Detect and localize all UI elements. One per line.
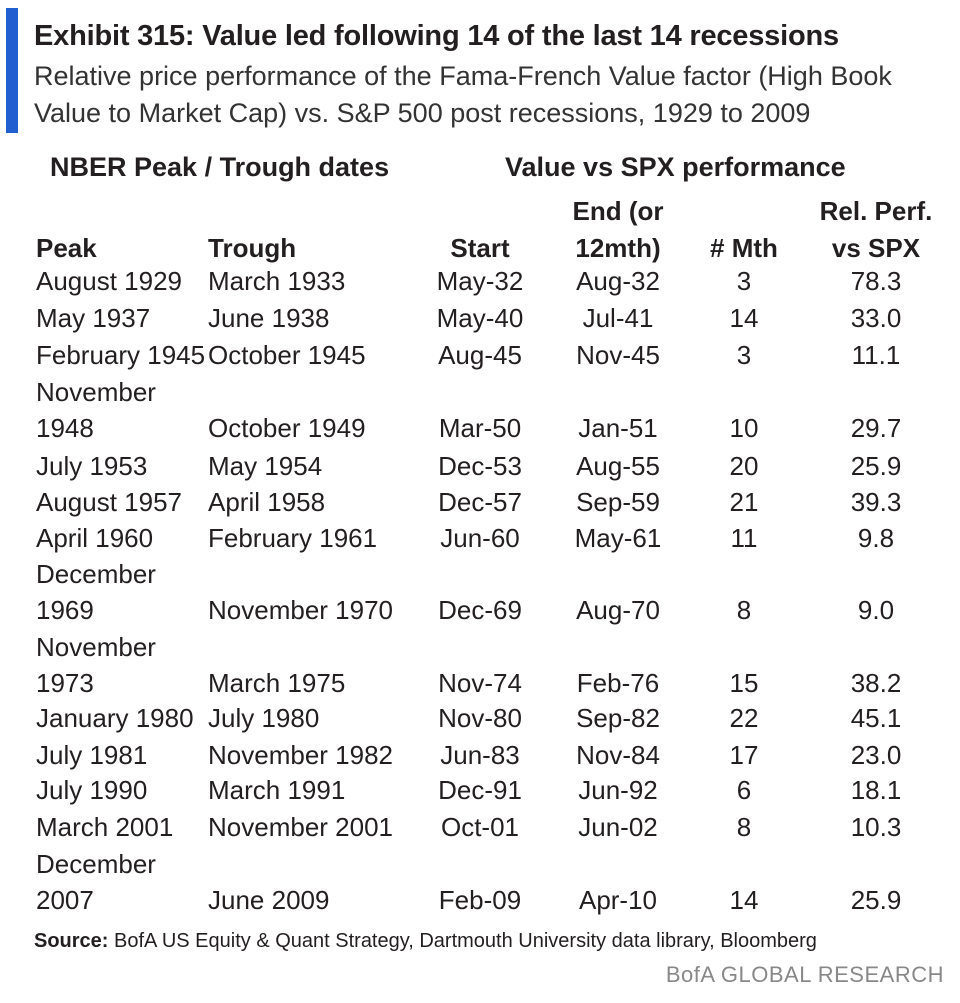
cell-end: May-61 — [574, 523, 662, 553]
cell-peak-line1: December — [36, 559, 156, 589]
cell-peak: March 2001 — [36, 812, 174, 842]
cell-months: 22 — [729, 703, 759, 733]
cell-months: 3 — [736, 266, 752, 296]
cell-start: Dec-53 — [438, 451, 522, 481]
cell-peak: August 1957 — [36, 487, 183, 517]
cell-months: 8 — [736, 812, 752, 842]
cell-start: May-40 — [436, 303, 524, 333]
col-header-start: Start — [450, 233, 510, 263]
cell-months: 17 — [729, 740, 759, 770]
cell-end: Jun-92 — [578, 775, 658, 805]
cell-perf: 18.1 — [850, 775, 902, 805]
cell-start: Jun-83 — [440, 740, 520, 770]
cell-end: Aug-55 — [576, 451, 660, 481]
cell-start: Jun-60 — [440, 523, 520, 553]
group-header-value: Value vs SPX performance — [505, 152, 846, 182]
cell-months: 8 — [736, 595, 752, 625]
cell-end: Sep-82 — [576, 703, 660, 733]
col-header-trough: Trough — [208, 233, 297, 263]
cell-start: Dec-69 — [438, 595, 522, 625]
cell-peak: August 1929 — [36, 266, 183, 296]
cell-peak: 1969 — [36, 595, 94, 625]
cell-peak: July 1990 — [36, 775, 148, 805]
source-note — [34, 930, 817, 953]
cell-peak-line1: November — [36, 377, 156, 407]
cell-months: 11 — [730, 523, 758, 553]
cell-start: Oct-01 — [440, 812, 520, 842]
cell-trough: July 1980 — [208, 703, 320, 733]
cell-peak: January 1980 — [36, 703, 194, 733]
cell-peak: 1948 — [36, 413, 94, 443]
cell-trough: October 1949 — [208, 413, 366, 443]
cell-trough: March 1991 — [208, 775, 346, 805]
cell-months: 10 — [729, 413, 759, 443]
cell-end: Apr-10 — [578, 885, 658, 915]
group-header-nber: NBER Peak / Trough dates — [50, 152, 390, 182]
cell-trough: March 1933 — [208, 266, 346, 296]
cell-peak: 1973 — [36, 668, 94, 698]
cell-end: Jul-41 — [582, 303, 654, 333]
cell-end: Nov-84 — [576, 740, 660, 770]
cell-months: 6 — [736, 775, 752, 805]
cell-months: 14 — [729, 303, 759, 333]
cell-trough: November 1970 — [208, 595, 393, 625]
cell-peak: April 1960 — [36, 523, 154, 553]
source-text: BofA US Equity & Quant Strategy, Dartmouth University data library, Bloomberg — [108, 930, 817, 952]
cell-start: Nov-80 — [438, 703, 522, 733]
cell-trough: November 2001 — [208, 812, 393, 842]
cell-perf: 33.0 — [850, 303, 902, 333]
cell-perf: 23.0 — [850, 740, 902, 770]
cell-trough: November 1982 — [208, 740, 393, 770]
cell-end: Sep-59 — [576, 487, 660, 517]
cell-perf: 11.1 — [851, 340, 901, 370]
cell-perf: 78.3 — [850, 266, 902, 296]
cell-months: 14 — [729, 885, 759, 915]
cell-peak: July 1953 — [36, 451, 148, 481]
cell-perf: 25.9 — [850, 451, 902, 481]
col-header-perf-line2: vs SPX — [831, 233, 921, 263]
cell-trough: October 1945 — [208, 340, 366, 370]
cell-months: 3 — [736, 340, 752, 370]
cell-trough: February 1961 — [208, 523, 378, 553]
cell-trough: June 2009 — [208, 885, 330, 915]
exhibit-subtitle: Relative price performance of the Fama-French Value factor (High Book Value to Market Cap) vs. S&P 500 post recessions, 1929 to 2009 — [34, 61, 892, 128]
cell-start: Dec-91 — [438, 775, 522, 805]
cell-peak: May 1937 — [36, 303, 151, 333]
cell-peak-line1: December — [36, 849, 156, 879]
cell-end: Aug-70 — [576, 595, 660, 625]
cell-start: Feb-09 — [438, 885, 522, 915]
cell-end: Feb-76 — [576, 668, 660, 698]
cell-trough: June 1938 — [208, 303, 330, 333]
cell-peak-line1: November — [36, 632, 156, 662]
cell-start: Mar-50 — [438, 413, 522, 443]
cell-perf: 39.3 — [850, 487, 902, 517]
col-header-perf-line1: Rel. Perf. — [819, 196, 933, 226]
exhibit-title: Exhibit 315: Value led following 14 of the last 14 recessions — [34, 20, 839, 52]
cell-months: 21 — [729, 487, 759, 517]
cell-trough: April 1958 — [208, 487, 326, 517]
source-label: Source: — [34, 930, 109, 952]
cell-months: 20 — [729, 451, 759, 481]
cell-start: Dec-57 — [438, 487, 522, 517]
cell-start: May-32 — [436, 266, 524, 296]
cell-months: 15 — [729, 668, 759, 698]
cell-peak: 2007 — [36, 885, 94, 915]
cell-perf: 9.8 — [857, 523, 895, 553]
cell-end: Jan-51 — [578, 413, 658, 443]
cell-start: Aug-45 — [438, 340, 522, 370]
footer-brand: BofA GLOBAL RESEARCH — [665, 962, 944, 987]
accent-bar — [6, 8, 18, 133]
cell-end: Nov-45 — [576, 340, 660, 370]
cell-trough: May 1954 — [208, 451, 323, 481]
cell-peak: July 1981 — [36, 740, 148, 770]
cell-peak: February 1945 — [36, 340, 206, 370]
cell-perf: 25.9 — [850, 885, 902, 915]
col-header-end-line2: 12mth) — [575, 233, 661, 263]
cell-end: Aug-32 — [576, 266, 660, 296]
cell-start: Nov-74 — [438, 668, 522, 698]
cell-perf: 45.1 — [850, 703, 902, 733]
cell-perf: 10.3 — [850, 812, 902, 842]
col-header-months: # Mth — [710, 233, 778, 263]
cell-perf: 38.2 — [850, 668, 902, 698]
cell-trough: March 1975 — [208, 668, 346, 698]
col-header-peak: Peak — [36, 233, 97, 263]
col-header-end-line1: End (or — [572, 196, 664, 226]
cell-end: Jun-02 — [578, 812, 658, 842]
cell-perf: 9.0 — [857, 595, 895, 625]
cell-perf: 29.7 — [850, 413, 902, 443]
